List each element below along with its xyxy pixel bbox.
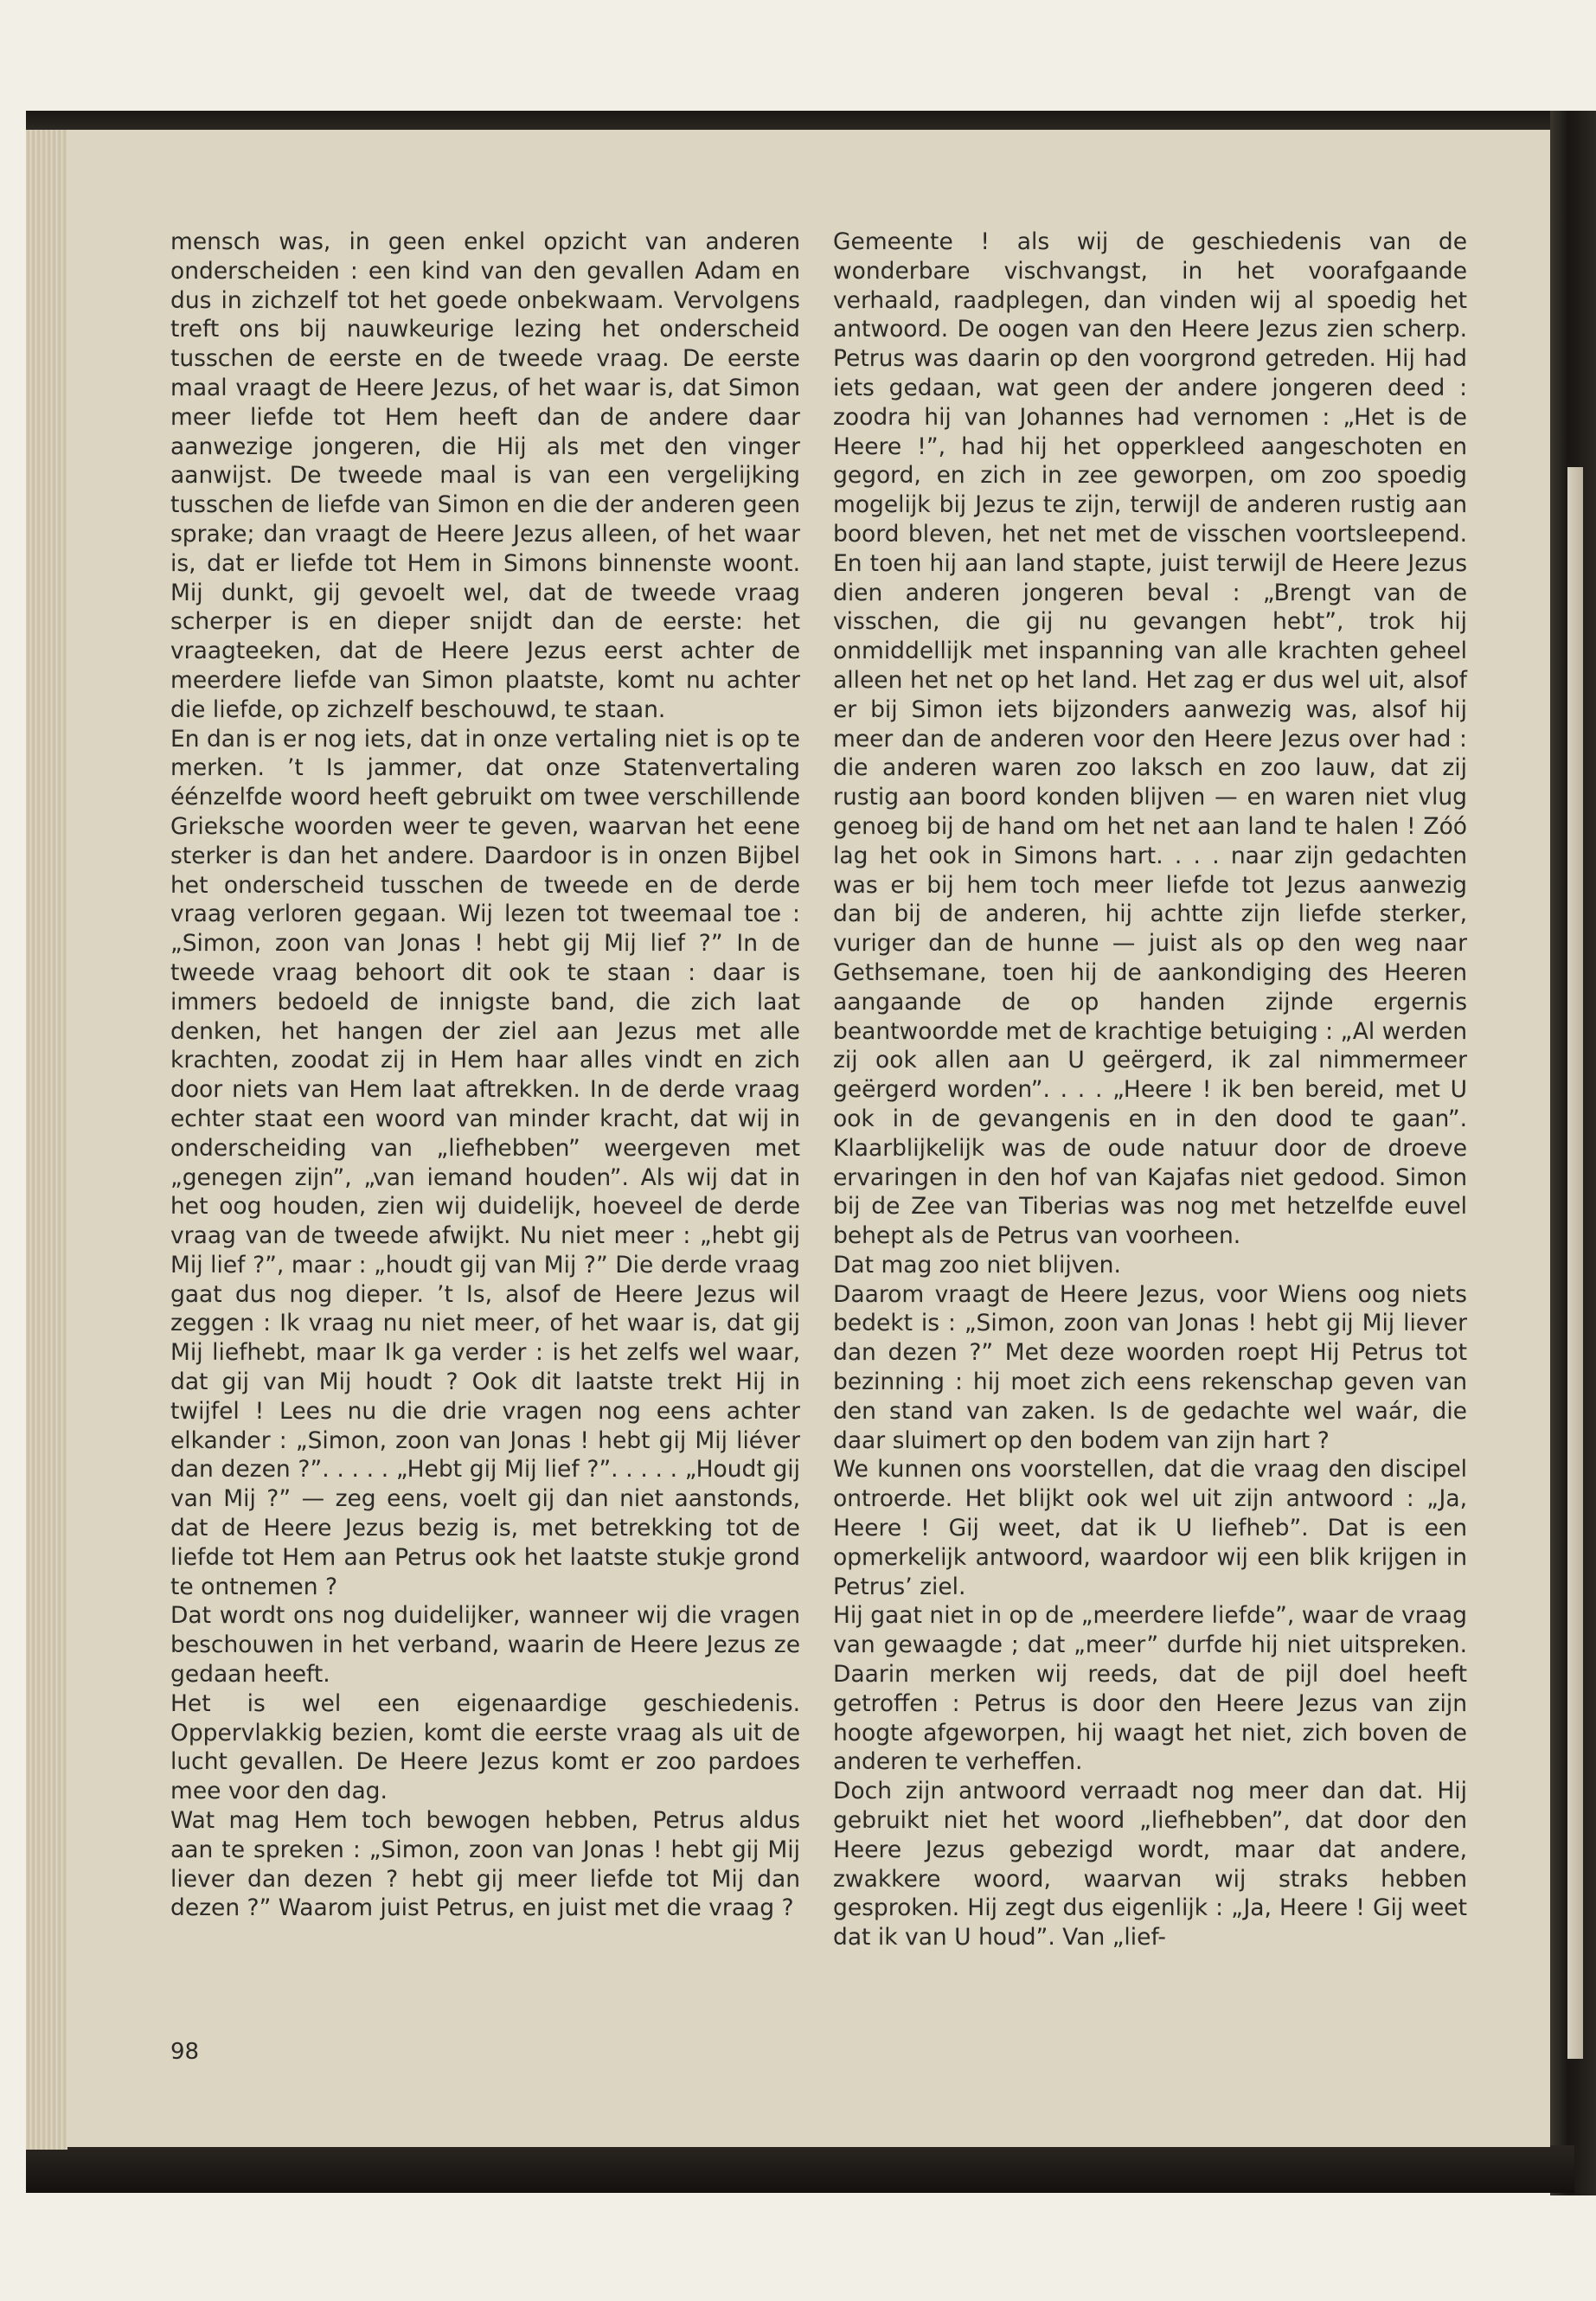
paragraph: Hij gaat niet in op de „meerdere liefde”, waar de vraag van gewaagde ; dat „meer” durfde hij niet uitspreken. Daarin merken wij reeds, dat de pijl doel heeft getroffen : Petrus is door den Heere Jezus van zijn hoogte afgeworpen, hij waagt het niet, zich boven de anderen te verheffen. <box>833 1602 1467 1776</box>
left-text-column <box>170 228 800 1923</box>
paragraph: Wat mag Hem toch bewogen hebben, Petrus aldus aan te spreken : „Simon, zoon van Jonas ! hebt gij Mij liever dan dezen ? hebt gij meer liefde tot Mij dan dezen ?” Waarom juist Petrus, en juist met die vraag ? <box>170 1807 800 1922</box>
paragraph: Gemeente ! als wij de geschiedenis van de wonderbare vischvangst, in het voorafgaande verhaald, raadplegen, dan vinden wij al spoedig het antwoord. De oogen van den Heere Jezus zien scherp. Petrus was daarin op den voorgrond getreden. Hij had iets gedaan, wat geen der andere jongeren deed : zoodra hij van Johannes had vernomen : „Het is de Heere !”, had hij het opperkleed aangeschoten en gegord, en zich in zee geworpen, om zoo spoedig mogelijk bij Jezus te zijn, terwijl de anderen rustig aan boord bleven, het net met de visschen voortsleepend. En toen hij aan land stapte, juist terwijl de Heere Jezus dien anderen jongeren beval : „Brengt van de visschen, die gij nu gevangen hebt”, trok hij onmiddellijk met inspanning van alle krachten geheel alleen het net op het land. Het zag er dus wel uit, alsof er bij Simon iets bijzonders aanwezig was, alsof hij meer dan de anderen voor den Heere Jezus over had : die anderen waren zoo laksch en zoo lauw, dat zij rustig aan boord konden blijven — en waren niet vlug genoeg bij de hand om het net aan land te halen ! Zóó lag het ook in Simons hart. . . . naar zijn gedachten was er bij hem toch meer liefde tot Jezus aanwezig dan bij de anderen, hij achtte zijn liefde sterker, vuriger dan de hunne — juist als op den weg naar Gethsemane, toen hij de aankondiging des Heeren aangaande de op handen zijnde ergernis beantwoordde met de krachtige betuiging : „Al werden zij ook allen aan U geërgerd, ik zal nimmermeer geërgerd worden”. . . . „Heere ! ik ben bereid, met U ook in de gevangenis en in den dood te gaan”. Klaarblijkelijk was de oude natuur door de droeve ervaringen in den hof van Kajafas niet gedood. Simon bij de Zee van Tiberias was nog met hetzelfde euvel behept als de Petrus van voorheen. <box>833 228 1467 1250</box>
paragraph: Dat wordt ons nog duidelijker, wanneer wij die vragen beschouwen in het verband, waarin de Heere Jezus ze gedaan heeft. <box>170 1602 800 1689</box>
paragraph: Het is wel een eigenaardige geschiedenis. Oppervlakkig bezien, komt die eerste vraag als uit de lucht gevallen. De Heere Jezus komt er zoo pardoes mee voor den dag. <box>170 1689 800 1805</box>
paragraph: Doch zijn antwoord verraadt nog meer dan dat. Hij gebruikt niet het woord „liefhebben”, dat door den Heere Jezus gebezigd wordt, maar dat andere, zwakkere woord, waarvan wij straks hebben gesproken. Hij zegt dus eigenlijk : „Ja, Heere ! Gij weet dat ik van U houd”. Van „lief- <box>833 1778 1467 1952</box>
book-page-edges <box>26 130 67 2150</box>
right-text-column <box>833 228 1467 1952</box>
scan-frame-bottom <box>26 2145 1574 2193</box>
paragraph: Dat mag zoo niet blijven. <box>833 1251 1121 1279</box>
paragraph: mensch was, in geen enkel opzicht van anderen onderscheiden : een kind van den gevallen Adam en dus in zichzelf tot het goede onbekwaam. Vervolgens treft ons bij nauwkeurige lezing het onderscheid tusschen de eerste en de tweede vraag. De eerste maal vraagt de Heere Jezus, of het waar is, dat Simon meer liefde tot Hem heeft dan de andere daar aanwezige jongeren, die Hij als met den vinger aanwijst. De tweede maal is van een vergelijking tusschen de liefde van Simon en die der anderen geen sprake; dan vraagt de Heere Jezus alleen, of het waar is, dat er liefde tot Hem in Simons binnenste woont. Mij dunkt, gij gevoelt wel, dat de tweede vraag scherper is en dieper snijdt dan de eerste: het vraagteeken, dat de Heere Jezus eerst achter de meerdere liefde van Simon plaatste, komt nu achter die liefde, op zichzelf beschouwd, te staan. <box>170 228 800 723</box>
paragraph: En dan is er nog iets, dat in onze vertaling niet is op te merken. ’t Is jammer, dat onze Statenvertaling éénzelfde woord heeft gebruikt om twee verschillende Grieksche woorden weer te geven, waarvan het eene sterker is dan het andere. Daardoor is in onzen Bijbel het onderscheid tusschen de tweede en de derde vraag verloren gegaan. Wij lezen tot tweemaal toe : „Simon, zoon van Jonas ! hebt gij Mij lief ?” In de tweede vraag behoort dit ook te staan : daar is immers bedoeld de innigste band, die zich laat denken, het hangen der ziel aan Jezus met alle krachten, zoodat zij in Hem haar alles vindt en zich door niets van Hem laat aftrekken. In de derde vraag echter staat een woord van minder kracht, dat wij in onderscheiding van „liefhebben” weergeven met „genegen zijn”, „van iemand houden”. Als wij dat in het oog houden, zien wij duidelijk, hoeveel de derde vraag van de tweede afwijkt. Nu niet meer : „hebt gij Mij lief ?”, maar : „houdt gij van Mij ?” Die derde vraag gaat dus nog dieper. ’t Is, alsof de Heere Jezus wil zeggen : Ik vraag nu niet meer, of het waar is, dat gij Mij liefhebt, maar Ik ga verder : is het zelfs wel waar, dat gij van Mij houdt ? Ook dit laatste trekt Hij in twijfel ! Lees nu die drie vragen nog eens achter elkander : „Simon, zoon van Jonas ! hebt gij Mij liéver dan dezen ?”. . . . . „Hebt gij Mij lief ?”. . . . . „Houdt gij van Mij ?” — zeg eens, voelt gij dan niet aanstonds, dat de Heere Jezus bezig is, met betrekking tot de liefde tot Hem aan Petrus ook het laatste stukje grond te ontnemen ? <box>170 725 800 1600</box>
scan-page-edge-right <box>1567 467 1583 2059</box>
paragraph: Daarom vraagt de Heere Jezus, voor Wiens oog niets bedekt is : „Simon, zoon van Jonas ! hebt gij Mij liever dan dezen ?” Met deze woorden roept Hij Petrus tot bezinning : hij moet zich eens rekenschap geven van den stand van zaken. Is de gedachte wel waár, die daar sluimert op den bodem van zijn hart ? <box>833 1280 1467 1454</box>
page-number: 98 <box>170 2039 200 2065</box>
paragraph: We kunnen ons voorstellen, dat die vraag den discipel ontroerde. Het blijkt ook wel uit zijn antwoord : „Ja, Heere ! Gij weet, dat ik U liefheb”. Dat is een opmerkelijk antwoord, waardoor wij een blik krijgen in Petrus’ ziel. <box>833 1456 1467 1600</box>
